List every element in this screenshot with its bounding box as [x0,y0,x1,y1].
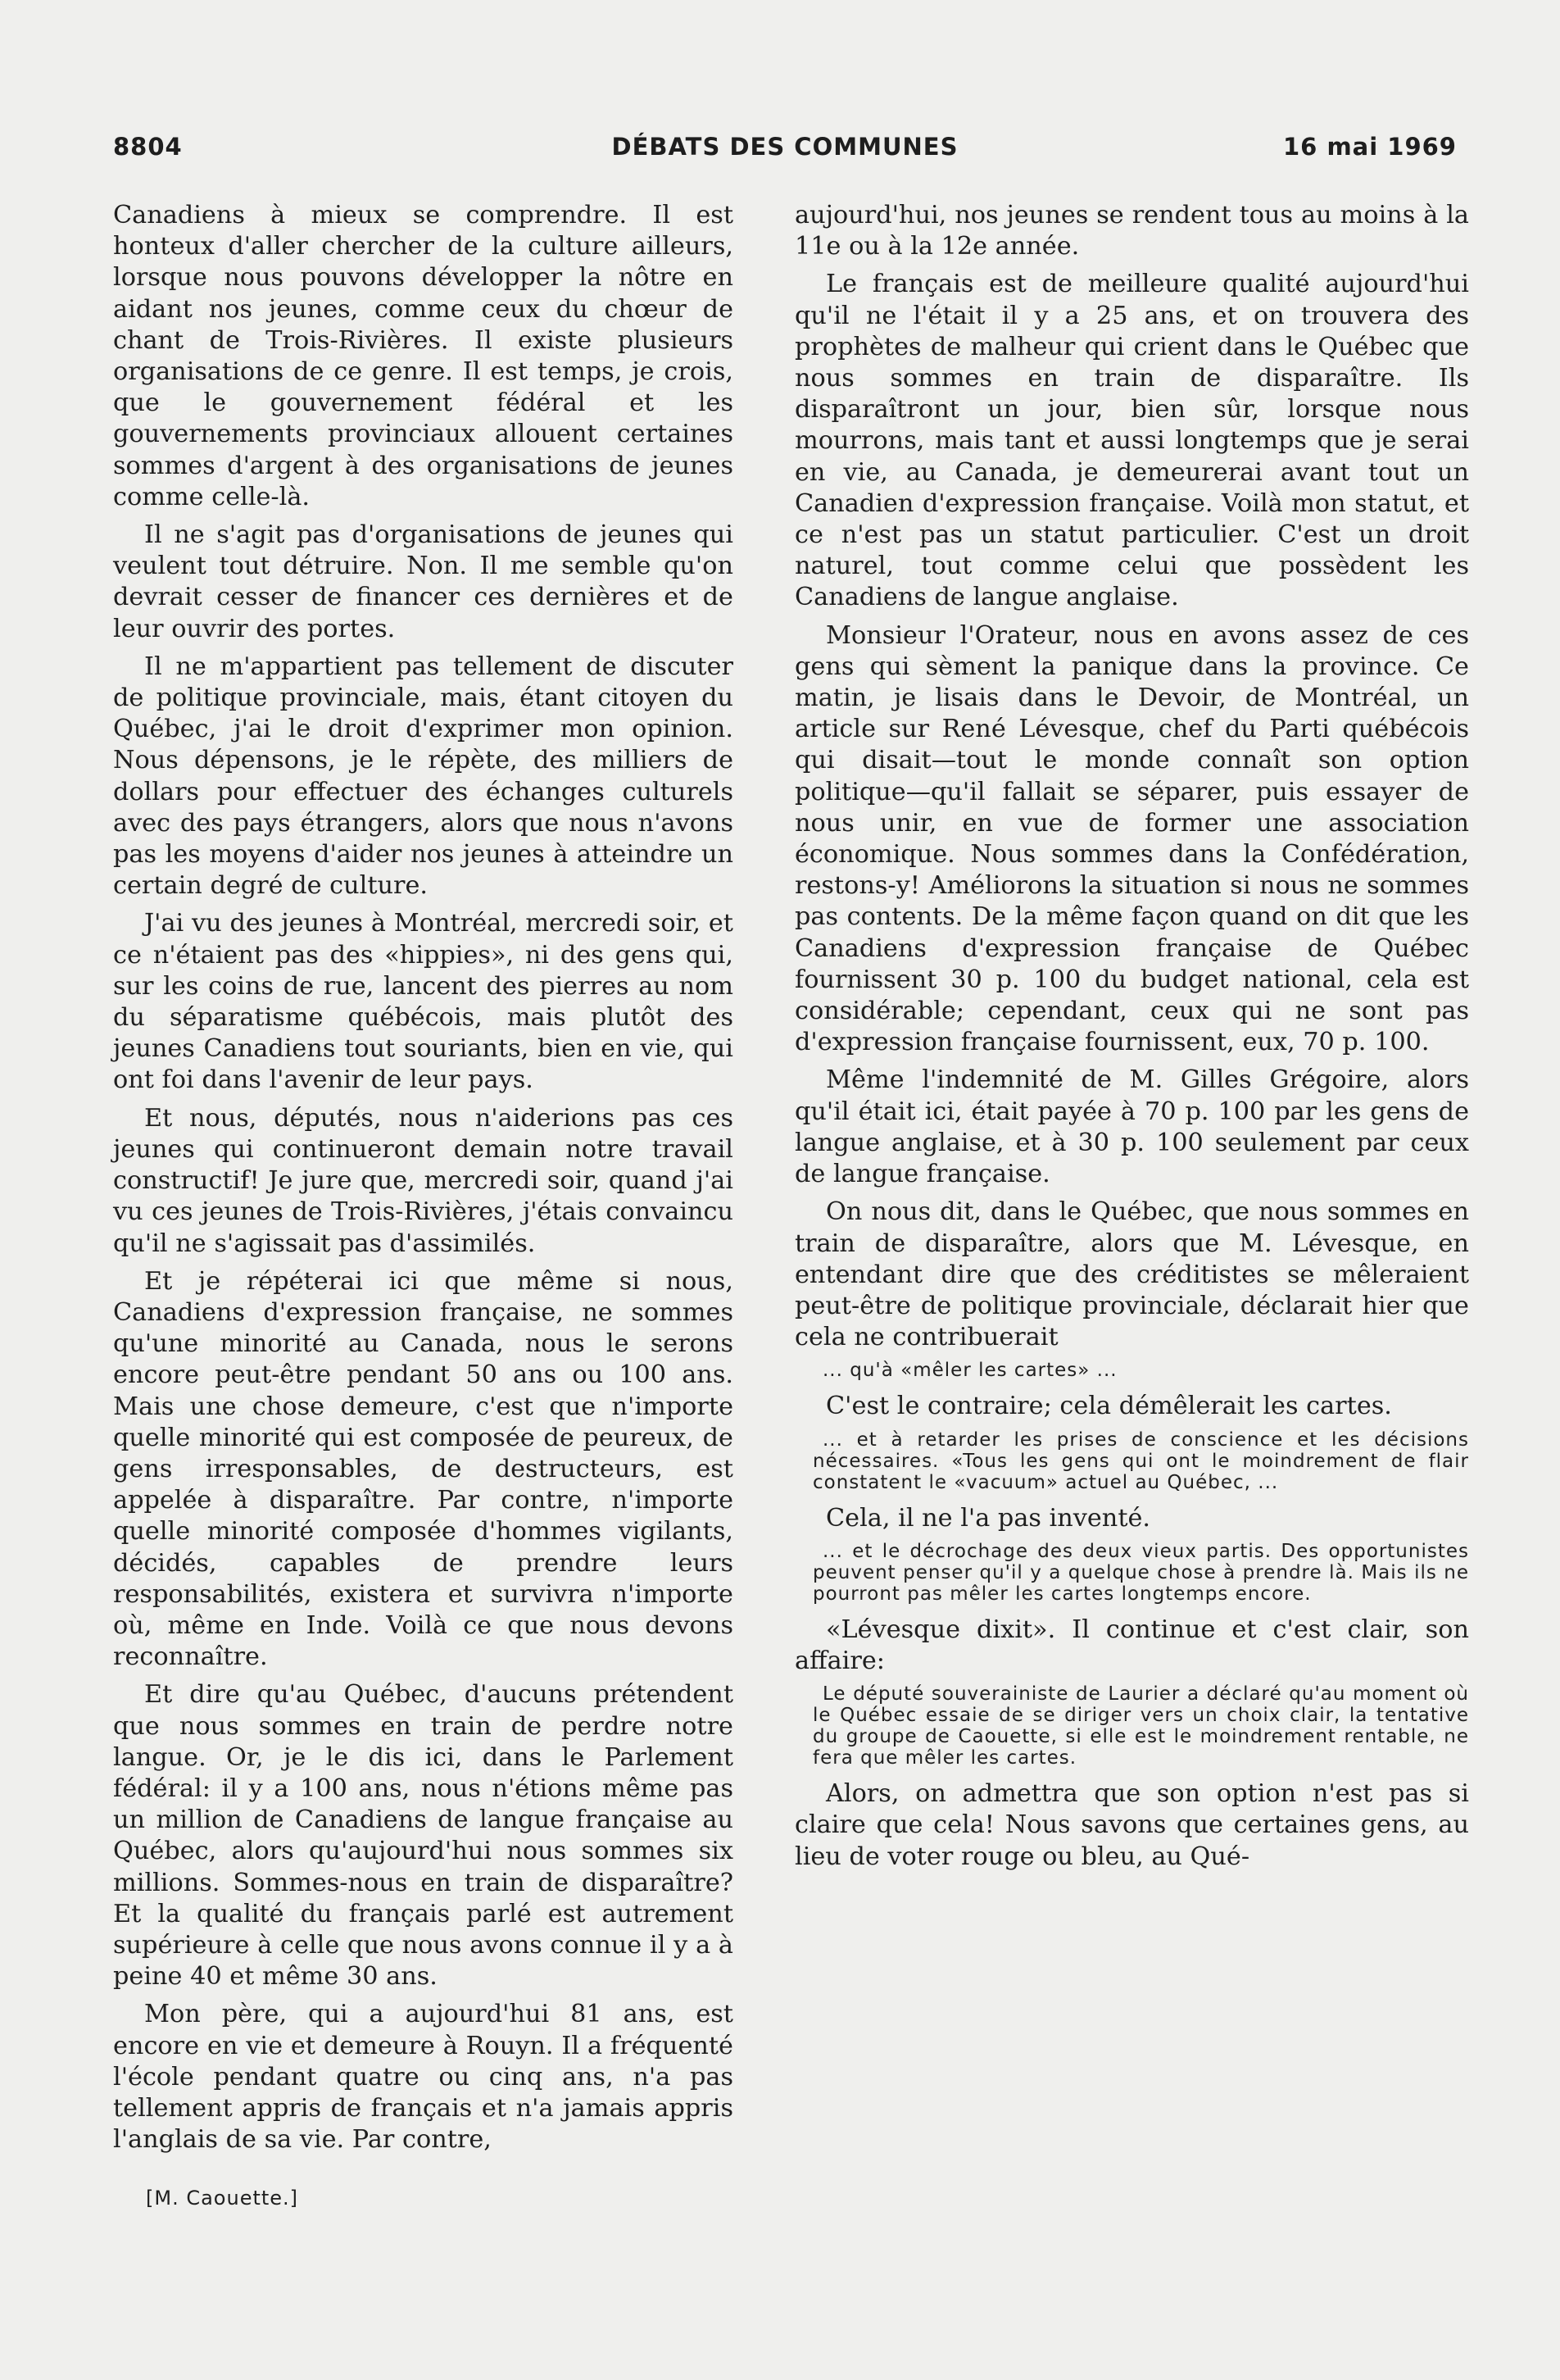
left-column [113,200,733,2162]
paragraph: On nous dit, dans le Québec, que nous sommes en train de disparaître, alors que M. Lévesque, en entendant dire que des créditistes se mêleraient peut-être de politique provinciale, déclarait hier que cela ne contribuerait [795,1197,1469,1352]
block-quote: Le député souverainiste de Laurier a déclaré qu'au moment où le Québec essaie de se diriger vers un choix clair, la tentative du groupe de Caouette, si elle est le moindrement rentable, ne fera que mêler les cartes. [813,1683,1469,1769]
right-column [795,200,1469,1879]
paragraph: Monsieur l'Orateur, nous en avons assez de ces gens qui sèment la panique dans la province. Ce matin, je lisais dans le Devoir, de Montréal, un article sur René Lévesque, chef du Parti québécois qui disait—tout le monde connaît son option politique—qu'il fallait se séparer, puis essayer de nous unir, en vue de former une association économique. Nous sommes dans la Confédération, restons-y! Améliorons la situation si nous ne sommes pas contents. De la même façon quand on dit que les Canadiens d'expression française de Québec fournissent 30 p. 100 du budget national, cela est considérable; cependant, ceux qui ne sont pas d'expression française fournissent, eux, 70 p. 100. [795,620,1469,1057]
paragraph: Même l'indemnité de M. Gilles Grégoire, alors qu'il était ici, était payée à 70 p. 100 par les gens de langue anglaise, et à 30 p. 100 seulement par ceux de langue française. [795,1065,1469,1189]
block-quote: ... et le décrochage des deux vieux partis. Des opportunistes peuvent penser qu'il y a quelque chose à prendre là. Mais ils ne pourront pas mêler les cartes longtemps encore. [813,1540,1469,1605]
page-number: 8804 [113,133,183,161]
page-title: DÉBATS DES COMMUNES [611,133,959,161]
speaker-note: [M. Caouette.] [146,2187,299,2210]
block-quote: ... et à retarder les prises de conscience et les décisions nécessaires. «Tous les gens qui ont le moindrement de flair constatent le «vacuum» actuel au Québec, ... [813,1428,1469,1493]
paragraph: Il ne m'appartient pas tellement de discuter de politique provinciale, mais, étant citoyen du Québec, j'ai le droit d'exprimer mon opinion. Nous dépensons, je le répète, des milliers de dollars pour effectuer des échanges culturels avec des pays étrangers, alors que nous n'avons pas les moyens d'aider nos jeunes à atteindre un certain degré de culture. [113,652,733,901]
page-date: 16 mai 1969 [1283,133,1457,161]
paragraph: Et dire qu'au Québec, d'aucuns prétendent que nous sommes en train de perdre notre langue. Or, je le dis ici, dans le Parlement fédéral: il y a 100 ans, nous n'étions même pas un million de Canadiens de langue française au Québec, alors qu'aujourd'hui nous sommes six millions. Sommes-nous en train de disparaître? Et la qualité du français parlé est autrement supérieure à celle que nous avons connue il y a à peine 40 et même 30 ans. [113,1680,733,1992]
block-quote: ... qu'à «mêler les cartes» ... [823,1360,1118,1382]
paragraph: «Lévesque dixit». Il continue et c'est clair, son affaire: [795,1615,1469,1675]
paragraph: Alors, on admettra que son option n'est pas si claire que cela! Nous savons que certaines gens, au lieu de voter rouge ou bleu, au Qué- [795,1779,1469,1871]
page-header [113,133,1457,169]
paragraph: Mon père, qui a aujourd'hui 81 ans, est encore en vie et demeure à Rouyn. Il a fréquenté l'école pendant quatre ou cinq ans, n'a pas tellement appris de français et n'a jamais appris l'anglais de sa vie. Par contre, [113,2000,733,2155]
paragraph: Il ne s'agit pas d'organisations de jeunes qui veulent tout détruire. Non. Il me semble qu'on devrait cesser de financer ces dernières et de leur ouvrir des portes. [113,520,733,643]
paragraph: Canadiens à mieux se comprendre. Il est honteux d'aller chercher de la culture ailleurs, lorsque nous pouvons développer la nôtre en aidant nos jeunes, comme ceux du chœur de chant de Trois-Rivières. Il existe plusieurs organisations de ce genre. Il est temps, je crois, que le gouvernement fédéral et les gouvernements provinciaux allouent certaines sommes d'argent à des organisations de jeunes comme celle-là. [113,201,733,511]
paragraph: Et je répéterai ici que même si nous, Canadiens d'expression française, ne sommes qu'une minorité au Canada, nous le serons encore peut-être pendant 50 ans ou 100 ans. Mais une chose demeure, c'est que n'importe quelle minorité qui est composée de peureux, de gens irresponsables, de destructeurs, est appelée à disparaître. Par contre, n'importe quelle minorité composée d'hommes vigilants, décidés, capables de prendre leurs responsabilités, existera et survivra n'importe où, même en Inde. Voilà ce que nous devons reconnaître. [113,1266,733,1672]
paragraph: C'est le contraire; cela démêlerait les cartes. [826,1392,1392,1421]
paragraph: Cela, il ne l'a pas inventé. [826,1503,1151,1533]
paragraph: aujourd'hui, nos jeunes se rendent tous au moins à la 11e ou à la 12e année. [795,201,1469,261]
paragraph: J'ai vu des jeunes à Montréal, mercredi soir, et ce n'étaient pas des «hippies», ni des gens qui, sur les coins de rue, lancent des pierres au nom du séparatisme québécois, mais plutôt des jeunes Canadiens tout souriants, bien en vie, qui ont foi dans l'avenir de leur pays. [113,909,733,1095]
paragraph: Le français est de meilleure qualité aujourd'hui qu'il ne l'était il y a 25 ans, et on trouvera des prophètes de malheur qui crient dans le Québec que nous sommes en train de disparaître. Ils disparaîtront un jour, bien sûr, lorsque nous mourrons, mais tant et aussi longtemps que je serai en vie, au Canada, je demeurerai avant tout un Canadien d'expression française. Voilà mon statut, et ce n'est pas un statut particulier. C'est un droit naturel, tout comme celui que possèdent les Canadiens de langue anglaise. [795,270,1469,612]
paragraph: Et nous, députés, nous n'aiderions pas ces jeunes qui continueront demain notre travail constructif! Je jure que, mercredi soir, quand j'ai vu ces jeunes de Trois-Rivières, j'étais convaincu qu'il ne s'agissait pas d'assimilés. [113,1103,733,1258]
